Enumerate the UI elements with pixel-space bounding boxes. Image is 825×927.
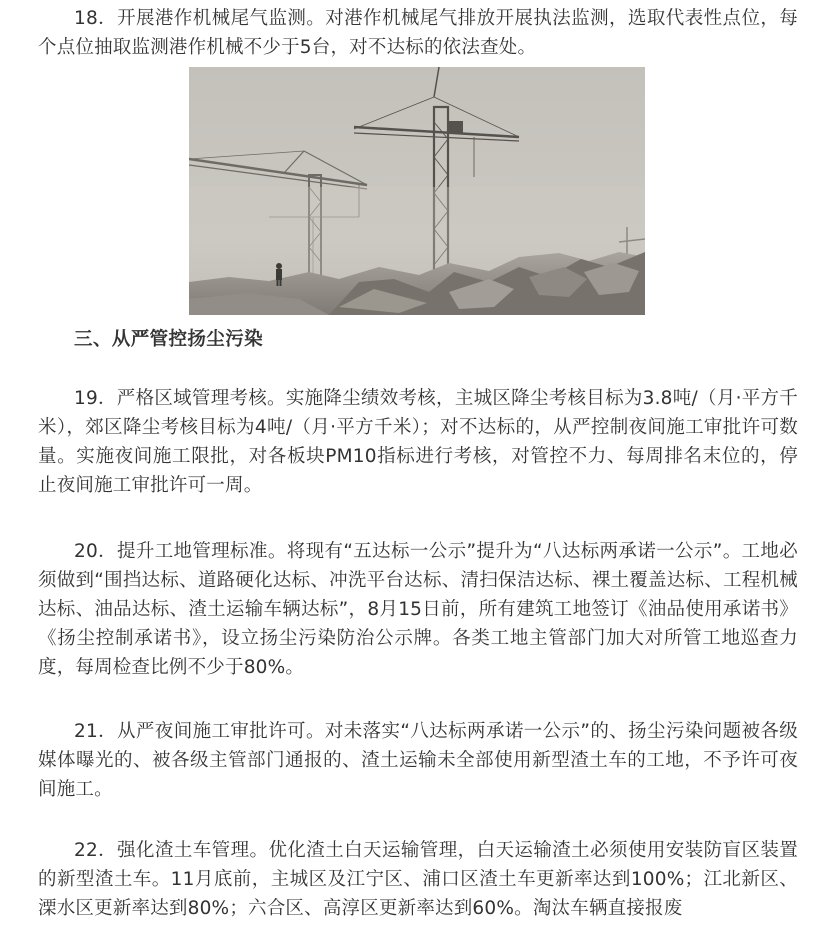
paragraph-18: 18．开展港作机械尾气监测。对港作机械尾气排放开展执法监测，选取代表性点位，每个点位抽取监测港作机械不少于5台，对不达标的依法查处。 xyxy=(38,8,798,58)
section-heading: 三、从严管控扬尘污染 xyxy=(74,329,264,350)
paragraph-22: 22．强化渣土车管理。优化渣土白天运输管理，白天运输渣土必须使用安装防盲区装置的新型渣土车。11月底前，主城区及江宁区、浦口区渣土车更新率达到100%；江北新区、溧水区更新率达到80%；六合区、高淳区更新率达到60%。淘汰车辆直接报废 xyxy=(38,840,798,919)
paragraph-19: 19．严格区域管理考核。实施降尘绩效考核，主城区降尘考核目标为3.8吨/（月·平方千米），郊区降尘考核目标为4吨/（月·平方千米）；对不达标的，从严控制夜间施工审批许可数量。实施夜间施工限批，对各板块PM10指标进行考核，对管控不力、每周排名末位的，停止夜间施工审批许可一周。 xyxy=(38,388,798,496)
foggy-construction-photo xyxy=(189,67,645,315)
construction-cranes-in-smog-image xyxy=(189,67,645,315)
paragraph-21: 21．从严夜间施工审批许可。对未落实“八达标两承诺一公示”的、扬尘污染问题被各级媒体曝光的、被各级主管部门通报的、渣土运输未全部使用新型渣土车的工地，不予许可夜间施工。 xyxy=(38,721,798,800)
paragraph-20: 20．提升工地管理标准。将现有“五达标一公示”提升为“八达标两承诺一公示”。工地必须做到“围挡达标、道路硬化达标、冲洗平台达标、清扫保洁达标、裸土覆盖达标、工程机械达标、油品达标、渣土运输车辆达标”，8月15日前，所有建筑工地签订《油品使用承诺书》《扬尘控制承诺书》，设立扬尘污染防治公示牌。各类工地主管部门加大对所管工地巡查力度，每周检查比例不少于80%。 xyxy=(38,541,798,678)
